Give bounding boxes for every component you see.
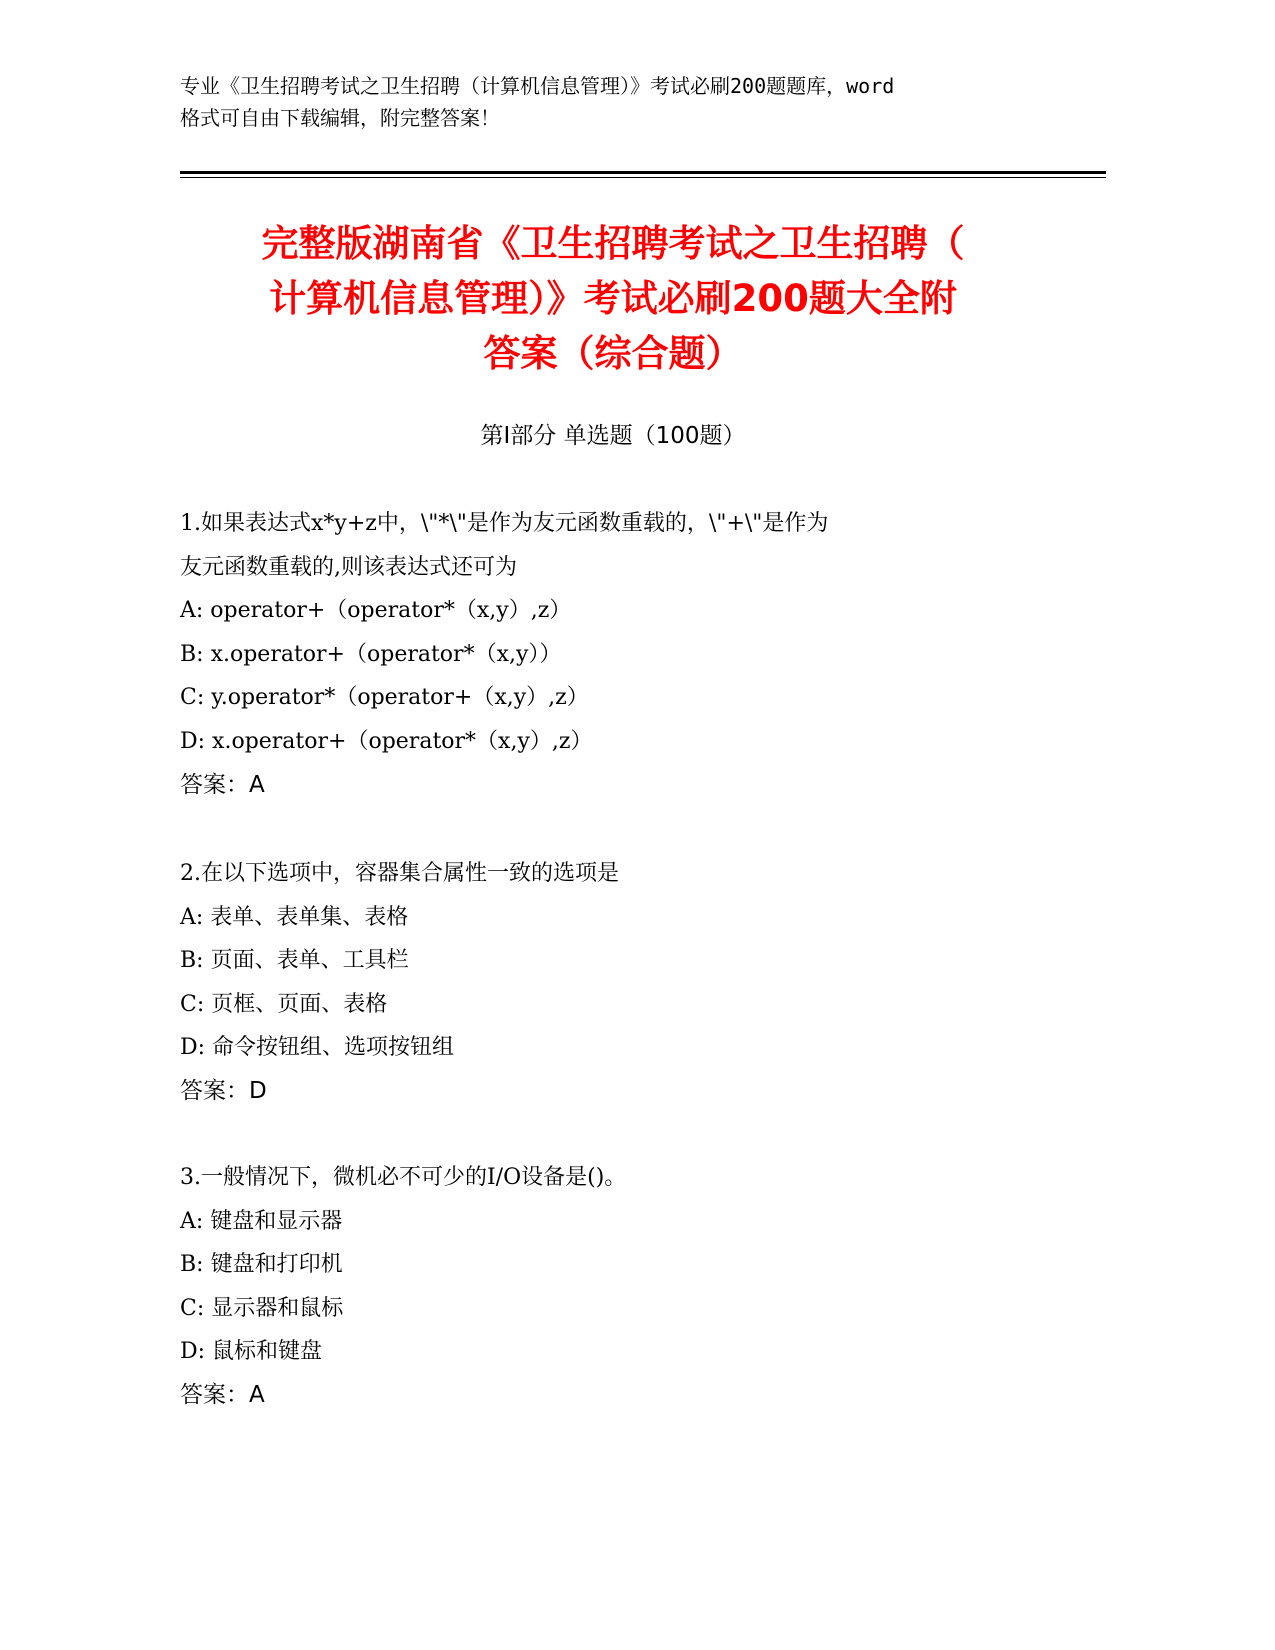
option-b: B: x.operator+（operator*（x,y）） (180, 641, 562, 667)
option-c: C: 页框、页面、表格 (180, 991, 388, 1017)
document-title-line-3: 答案（综合题） (483, 332, 743, 375)
option-a: A: 表单、表单集、表格 (180, 904, 409, 930)
question-stem: 3.一般情况下，微机必不可少的I/O设备是()。 (180, 1165, 627, 1190)
answer-label: 答案：A (180, 771, 265, 798)
option-a: A: 键盘和显示器 (180, 1208, 343, 1234)
option-d: D: 命令按钮组、选项按钮组 (180, 1035, 455, 1061)
option-b: B: 页面、表单、工具栏 (180, 948, 409, 974)
answer-label: 答案：A (180, 1381, 265, 1408)
option-d: D: 鼠标和键盘 (180, 1339, 323, 1365)
header-note-line-2: 格式可自由下载编辑，附完整答案！ (180, 106, 500, 130)
option-c: C: y.operator*（operator+（x,y）,z） (180, 685, 589, 711)
header-divider-thin (180, 177, 1106, 178)
question-3 (180, 1156, 1080, 1418)
option-a: A: operator+（operator*（x,y）,z） (180, 598, 572, 624)
header-note-line-1: 专业《卫生招聘考试之卫生招聘（计算机信息管理）》考试必刷200题题库，word (180, 74, 895, 98)
option-d: D: x.operator+（operator*（x,y）,z） (180, 728, 593, 754)
header-note (180, 70, 1060, 134)
document-title-line-2: 计算机信息管理）》考试必刷200题大全附 (269, 277, 957, 320)
question-stem-continued: 友元函数重载的,则该表达式还可为 (180, 554, 517, 580)
option-c: C: 显示器和鼠标 (180, 1295, 344, 1321)
document-title (180, 216, 1046, 381)
document-title-line-1: 完整版湖南省《卫生招聘考试之卫生招聘（ (261, 222, 965, 265)
question-stem: 1.如果表达式x*y+z中，\"*\"是作为友元函数重载的，\"+\"是作为 (180, 511, 829, 536)
question-stem: 2.在以下选项中，容器集合属性一致的选项是 (180, 861, 619, 886)
question-1 (180, 502, 1080, 807)
header-divider-thick (180, 171, 1106, 174)
option-b: B: 键盘和打印机 (180, 1252, 343, 1278)
question-2 (180, 852, 1080, 1114)
answer-label: 答案：D (180, 1077, 267, 1104)
section-heading: 第Ⅰ部分 单选题（100题） (480, 423, 746, 449)
